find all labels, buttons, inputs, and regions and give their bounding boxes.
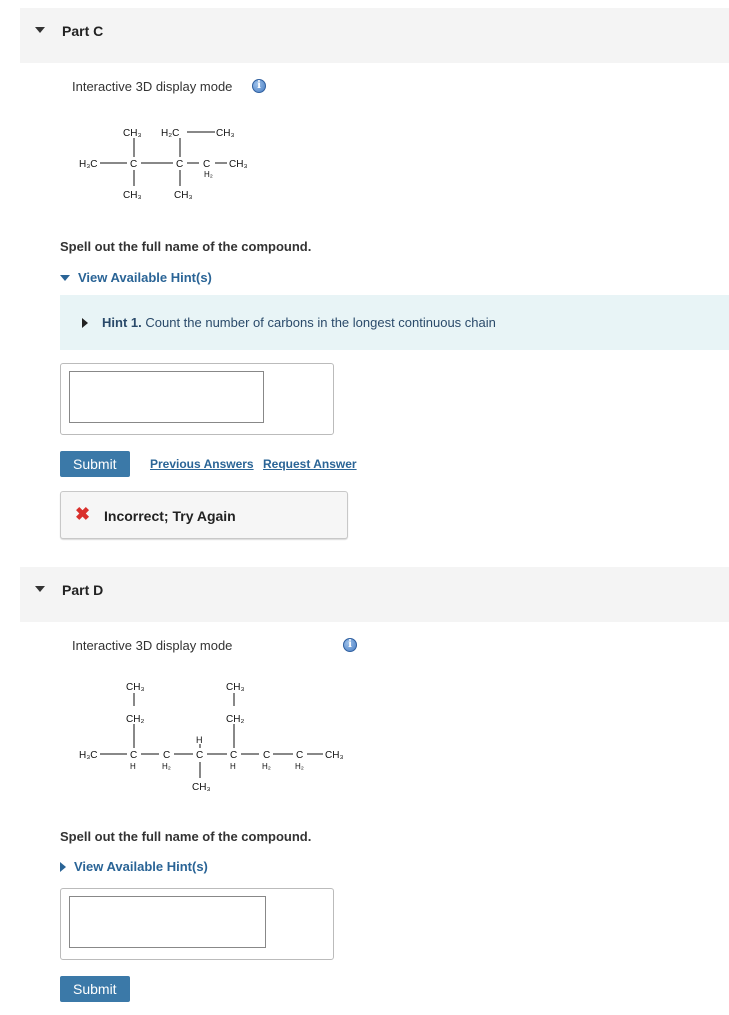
carbon-label: C bbox=[230, 750, 238, 761]
view-hints-label: View Available Hint(s) bbox=[78, 270, 212, 285]
feedback-box bbox=[60, 491, 348, 539]
part-d-header[interactable] bbox=[20, 567, 729, 622]
feedback-message: Incorrect; Try Again bbox=[104, 508, 236, 524]
answer-container bbox=[60, 888, 334, 960]
error-x-icon: ✖ bbox=[75, 504, 91, 524]
ch3-label: CH₃ bbox=[226, 682, 245, 693]
hint-1-box[interactable] bbox=[60, 295, 729, 350]
view-hints-label: View Available Hint(s) bbox=[74, 859, 208, 874]
h2c-label: H₂C bbox=[161, 128, 180, 139]
question-text: Spell out the full name of the compound. bbox=[60, 829, 312, 844]
carbon-label: C bbox=[296, 750, 304, 761]
interactive-3d-label[interactable]: Interactive 3D display mode bbox=[72, 638, 233, 653]
h-label: H bbox=[230, 762, 236, 771]
ch3-label: CH₃ bbox=[126, 682, 145, 693]
carbon-label: C bbox=[196, 750, 204, 761]
question-text: Spell out the full name of the compound. bbox=[60, 239, 312, 254]
ch3-label: CH₃ bbox=[325, 750, 344, 761]
carbon-label: C bbox=[203, 159, 211, 170]
h2-label: H₂ bbox=[162, 762, 171, 771]
h3c-label: H₃C bbox=[79, 159, 98, 170]
carbon-label: C bbox=[263, 750, 271, 761]
ch3-label: CH₃ bbox=[192, 782, 211, 793]
ch3-label: CH₃ bbox=[229, 159, 248, 170]
ch3-label: CH₃ bbox=[216, 128, 235, 139]
previous-answers-link[interactable]: Previous Answers bbox=[150, 457, 254, 471]
carbon-label: C bbox=[130, 159, 138, 170]
info-icon[interactable]: i bbox=[252, 79, 266, 93]
ch3-label: CH₃ bbox=[174, 190, 193, 201]
answer-container bbox=[60, 363, 334, 435]
info-icon[interactable]: i bbox=[343, 638, 357, 652]
carbon-label: C bbox=[130, 750, 138, 761]
chevron-right-icon bbox=[60, 862, 66, 872]
carbon-label: C bbox=[163, 750, 171, 761]
part-c-title: Part C bbox=[62, 23, 104, 39]
collapse-triangle-icon[interactable] bbox=[35, 586, 45, 592]
ch3-label: CH₃ bbox=[123, 128, 142, 139]
view-hints-toggle[interactable] bbox=[60, 859, 208, 874]
answer-input[interactable] bbox=[69, 896, 266, 948]
carbon-label: C bbox=[176, 159, 184, 170]
part-d-title: Part D bbox=[62, 582, 104, 598]
ch3-label: CH₃ bbox=[123, 190, 142, 201]
molecule-structure-d bbox=[70, 676, 370, 796]
h3c-label: H₃C bbox=[79, 750, 98, 761]
h2-label: H₂ bbox=[204, 170, 213, 179]
ch2-label: CH₂ bbox=[126, 714, 145, 725]
request-answer-link[interactable]: Request Answer bbox=[263, 457, 357, 471]
answer-input[interactable] bbox=[69, 371, 264, 423]
molecule-structure-c bbox=[70, 118, 370, 208]
submit-button[interactable]: Submit bbox=[60, 976, 130, 1002]
view-hints-toggle[interactable] bbox=[60, 270, 212, 285]
chevron-down-icon bbox=[60, 275, 70, 281]
ch2-label: CH₂ bbox=[226, 714, 245, 725]
h-label: H bbox=[196, 735, 203, 745]
expand-triangle-icon[interactable] bbox=[82, 318, 88, 328]
collapse-triangle-icon[interactable] bbox=[35, 27, 45, 33]
submit-button[interactable]: Submit bbox=[60, 451, 130, 477]
part-c-header[interactable] bbox=[20, 8, 729, 63]
interactive-3d-label[interactable]: Interactive 3D display mode bbox=[72, 79, 233, 94]
h2-label: H₂ bbox=[262, 762, 271, 771]
h2-label: H₂ bbox=[295, 762, 304, 771]
h-label: H bbox=[130, 762, 136, 771]
hint-1-text[interactable]: Hint 1. Count the number of carbons in the longest continuous chain bbox=[102, 315, 496, 330]
